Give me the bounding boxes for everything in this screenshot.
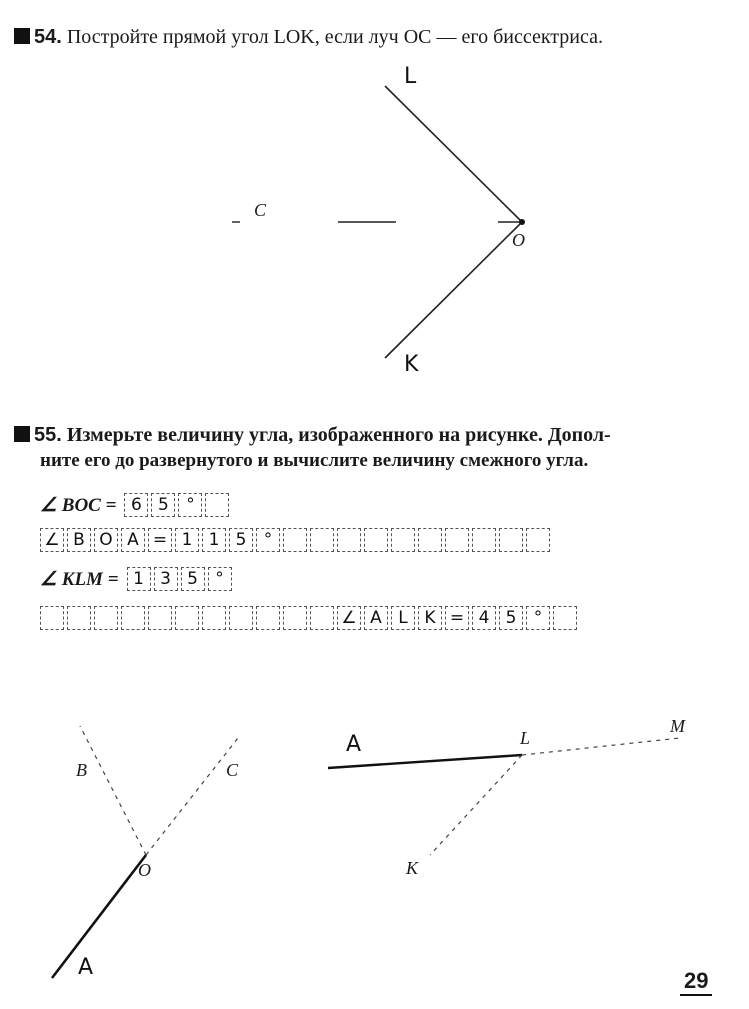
grid-cell: O (94, 528, 118, 552)
grid-cell (67, 606, 91, 630)
row-4-cells (40, 606, 580, 630)
grid-cell: 5 (181, 567, 205, 591)
figure-angle-klm (300, 700, 720, 900)
task-54-text: Постройте прямой угол LOK, если луч OC — его биссектриса. (66, 26, 603, 48)
grid-cell: = (445, 606, 469, 630)
ray-ol (385, 86, 522, 222)
grid-cell (148, 606, 172, 630)
grid-cell: 1 (175, 528, 199, 552)
grid-cell (472, 528, 496, 552)
grid-cell (310, 606, 334, 630)
answer-row-3 (40, 566, 235, 592)
grid-cell (202, 606, 226, 630)
row-3-prefix: ∠ KLM = (40, 568, 119, 590)
label-b: B (76, 760, 87, 780)
row-3-cells (127, 567, 235, 591)
grid-cell (94, 606, 118, 630)
answer-row-2 (40, 527, 553, 553)
page-number: 29 (680, 968, 712, 996)
label-o: O (512, 230, 525, 250)
figure-angle-boc (0, 700, 320, 1000)
grid-cell (283, 606, 307, 630)
grid-cell: ° (256, 528, 280, 552)
grid-cell (553, 606, 577, 630)
ray-oc (146, 738, 238, 855)
grid-cell (205, 493, 229, 517)
grid-cell (121, 606, 145, 630)
label-m3: M (670, 716, 685, 736)
label-l3: L (520, 728, 531, 748)
label-k: K (404, 352, 419, 377)
grid-cell: 6 (124, 493, 148, 517)
task-55-number: 55. (34, 424, 62, 446)
grid-cell (391, 528, 415, 552)
ray-oa (52, 855, 146, 978)
grid-cell (364, 528, 388, 552)
grid-cell: 3 (154, 567, 178, 591)
grid-cell: A (364, 606, 388, 630)
grid-cell: A (121, 528, 145, 552)
grid-cell: 4 (472, 606, 496, 630)
grid-cell: 1 (127, 567, 151, 591)
grid-cell: L (391, 606, 415, 630)
grid-cell: B (67, 528, 91, 552)
grid-cell (283, 528, 307, 552)
figure-angle-lok (0, 0, 749, 400)
grid-cell (418, 528, 442, 552)
row-1-prefix: ∠ BOC = (40, 494, 117, 516)
grid-cell (175, 606, 199, 630)
grid-cell: ° (208, 567, 232, 591)
grid-cell: = (148, 528, 172, 552)
grid-cell (256, 606, 280, 630)
grid-cell (310, 528, 334, 552)
label-l: L (404, 64, 417, 89)
answer-row-4 (40, 605, 580, 631)
grid-cell (337, 528, 361, 552)
bullet-square-icon (14, 426, 30, 442)
label-a3: A (346, 732, 362, 757)
grid-cell (526, 528, 550, 552)
answer-row-1 (40, 492, 232, 518)
grid-cell: 1 (202, 528, 226, 552)
row-2-cells (40, 528, 553, 552)
grid-cell: 5 (229, 528, 253, 552)
label-o2: O (138, 860, 151, 880)
task-55-line1: Измерьте величину угла, изображенного на рисунке. Допол- (66, 424, 611, 446)
label-a2: A (78, 955, 94, 980)
grid-cell: 5 (499, 606, 523, 630)
ray-ob (80, 726, 146, 855)
ray-lk (430, 755, 522, 855)
vertex-o-dot (519, 219, 525, 225)
label-c: C (254, 200, 267, 220)
grid-cell: ° (178, 493, 202, 517)
row-1-cells (124, 493, 232, 517)
label-k3: K (406, 858, 419, 878)
grid-cell: ∠ (40, 528, 64, 552)
grid-cell: ° (526, 606, 550, 630)
ray-lm (522, 738, 680, 755)
ray-ok (385, 222, 522, 358)
grid-cell: K (418, 606, 442, 630)
task-55-heading (14, 424, 611, 447)
task-55-line2: ните его до развернутого и вычислите величину смежного угла. (40, 450, 589, 471)
grid-cell (499, 528, 523, 552)
task-54-number: 54. (34, 26, 62, 48)
grid-cell: ∠ (337, 606, 361, 630)
grid-cell (445, 528, 469, 552)
grid-cell (229, 606, 253, 630)
grid-cell: 5 (151, 493, 175, 517)
label-c2: C (226, 760, 239, 780)
grid-cell (40, 606, 64, 630)
